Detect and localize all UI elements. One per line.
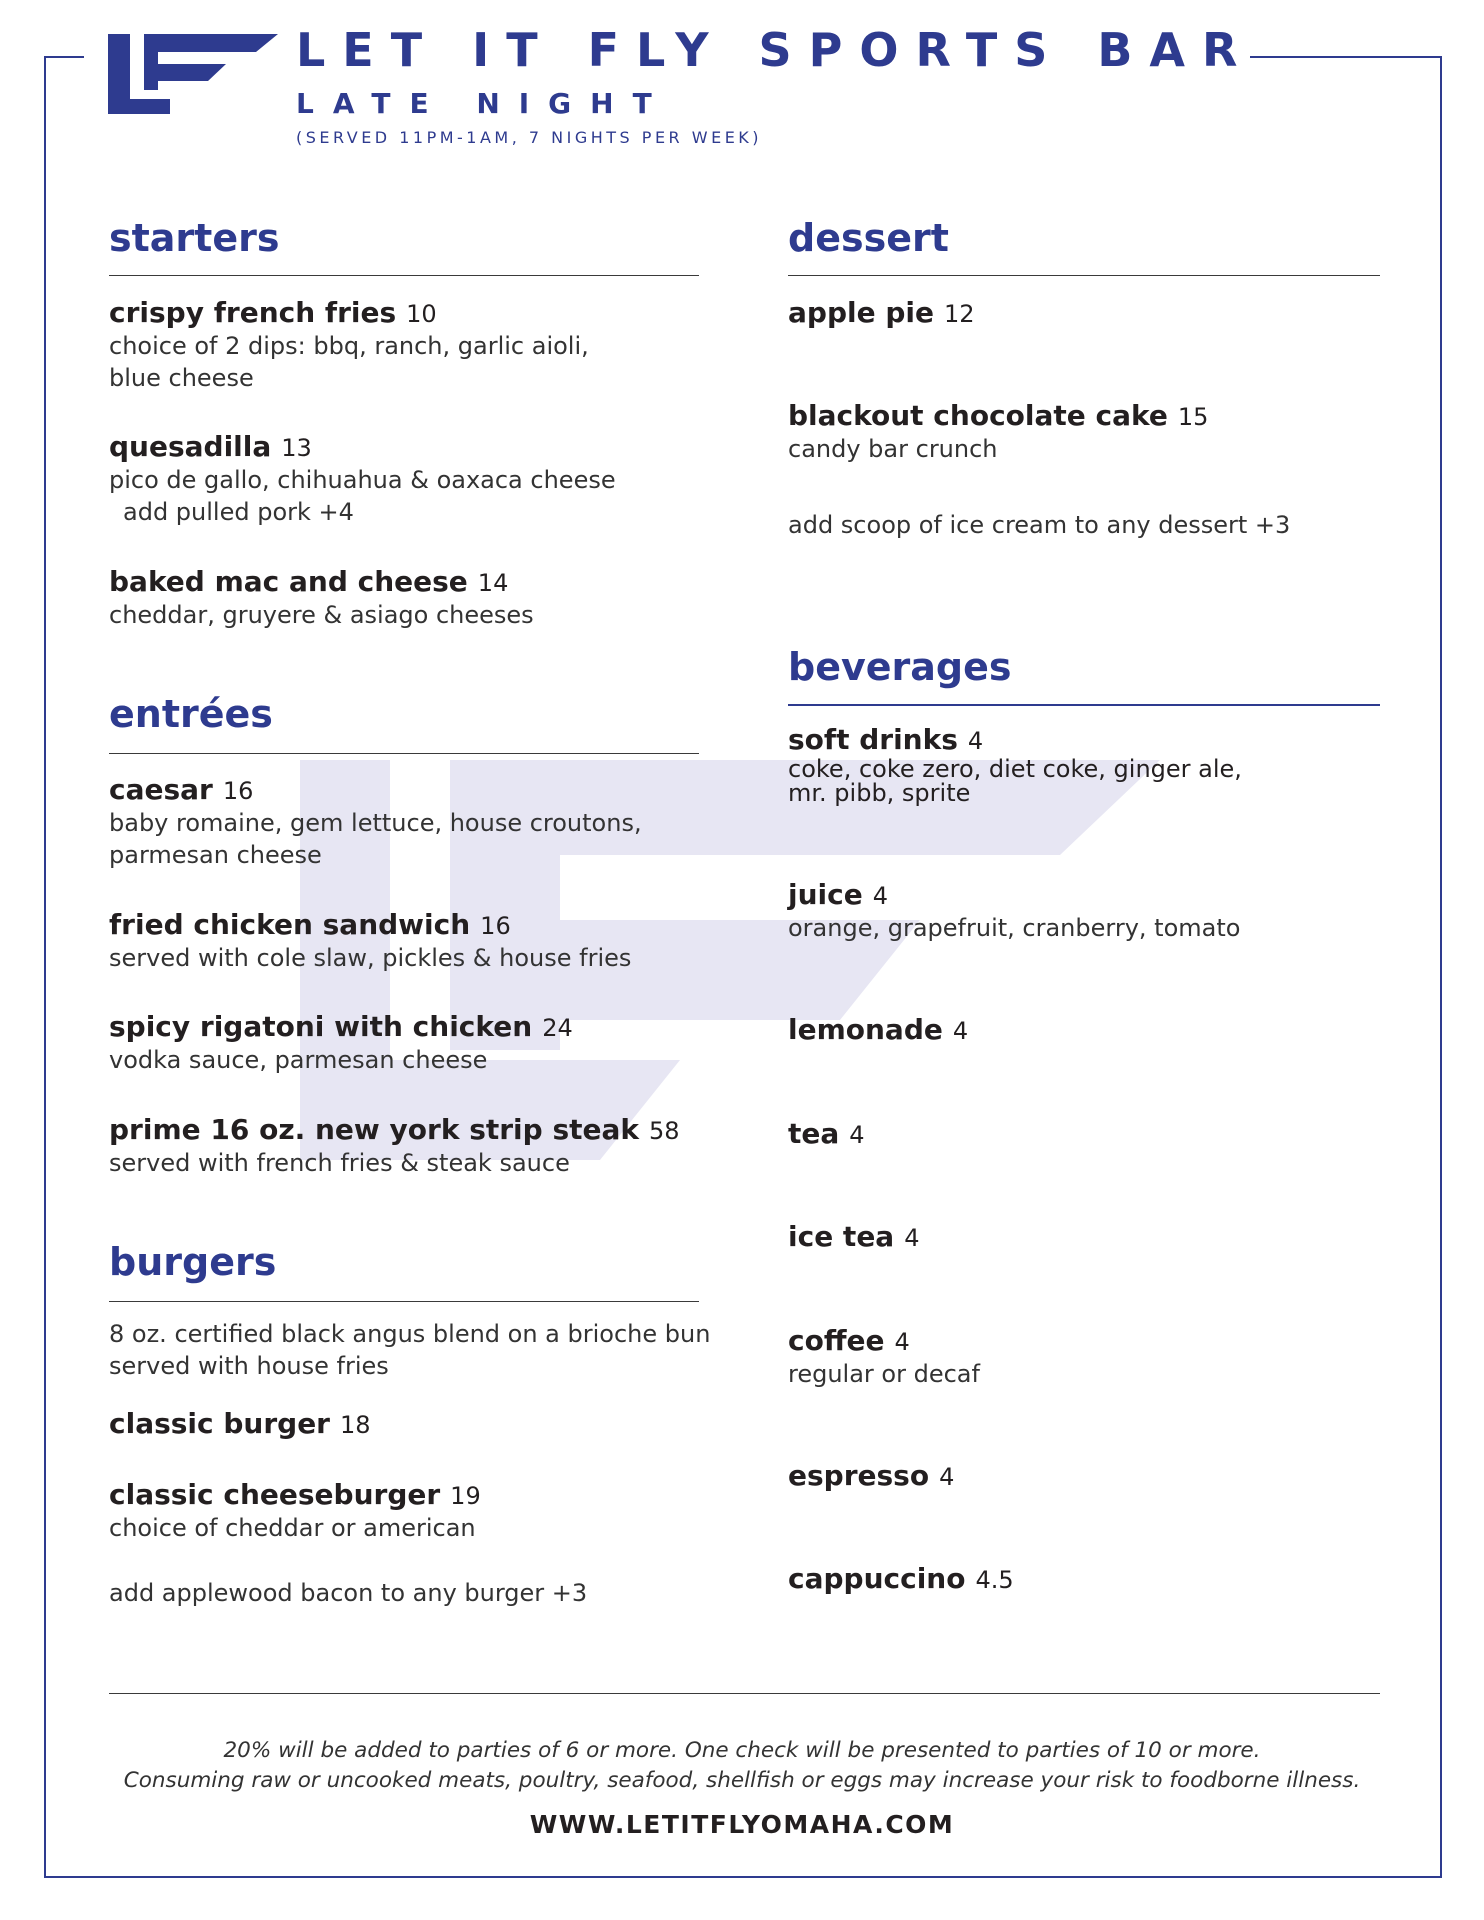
item-price: 4: [939, 1463, 955, 1491]
item-description: choice of 2 dips: bbq, ranch, garlic aioli,: [109, 332, 589, 360]
menu-item: [788, 723, 983, 757]
item-price: 58: [649, 1117, 680, 1145]
item-name: coffee: [788, 1324, 885, 1357]
menu-item: [788, 1220, 919, 1254]
item-price: 4: [952, 1017, 969, 1045]
menu-item: [788, 1459, 954, 1493]
item-price: 24: [542, 1014, 573, 1042]
item-description: orange, grapefruit, cranberry, tomato: [788, 914, 1241, 942]
menu-item: [788, 1013, 968, 1047]
beverages-divider: [788, 704, 1380, 706]
menu-item: [109, 1113, 680, 1147]
item-price: 16: [222, 777, 254, 805]
menu-item: [788, 399, 1208, 433]
item-name: classic burger: [109, 1407, 330, 1440]
burgers-title: burgers: [109, 1240, 277, 1284]
item-description: pico de gallo, chihuahua & oaxaca cheese: [109, 466, 616, 494]
entrees-divider: [109, 753, 699, 754]
menu-name: LATE NIGHT: [296, 87, 671, 120]
dessert-title: dessert: [788, 216, 949, 260]
item-description: served with cole slaw, pickles & house fries: [109, 944, 632, 972]
menu-item: [788, 1117, 865, 1151]
item-name: spicy rigatoni with chicken: [109, 1010, 533, 1043]
item-description: vodka sauce, parmesan cheese: [109, 1046, 488, 1074]
item-price: 4.5: [975, 1566, 1014, 1594]
menu-item: [109, 296, 437, 330]
item-price: 13: [281, 434, 312, 462]
item-name: soft drinks: [788, 723, 958, 756]
menu-item: [109, 908, 511, 942]
item-price: 10: [406, 300, 437, 328]
item-name: fried chicken sandwich: [109, 908, 471, 941]
item-name: quesadilla: [109, 430, 272, 463]
brand-name: LET IT FLY SPORTS BAR: [296, 23, 1255, 77]
burgers-note: add applewood bacon to any burger +3: [109, 1579, 588, 1607]
item-price: 4: [904, 1224, 920, 1252]
item-addon: add pulled pork +4: [123, 498, 354, 526]
item-description: baby romaine, gem lettuce, house croutons,: [109, 809, 642, 837]
lf-logo-icon: [108, 34, 278, 114]
menu-item: [109, 1478, 481, 1512]
item-price: 15: [1177, 403, 1209, 431]
item-name: classic cheeseburger: [109, 1478, 441, 1511]
item-name: lemonade: [788, 1013, 943, 1046]
beverages-title: beverages: [788, 645, 1012, 689]
menu-item: [788, 1324, 910, 1358]
menu-item: [109, 430, 312, 464]
item-name: ice tea: [788, 1220, 895, 1253]
item-name: crispy french fries: [109, 296, 397, 329]
starters-title: starters: [109, 216, 280, 260]
item-description: candy bar crunch: [788, 435, 998, 463]
dessert-note: add scoop of ice cream to any dessert +3: [788, 511, 1291, 539]
item-description: parmesan cheese: [109, 841, 322, 869]
item-price: 19: [450, 1482, 481, 1510]
item-description: served with french fries & steak sauce: [109, 1149, 570, 1177]
footer-divider: [109, 1693, 1380, 1694]
menu-item: [109, 1010, 573, 1044]
item-description: cheddar, gruyere & asiago cheeses: [109, 601, 534, 629]
menu-item: [788, 1562, 1014, 1596]
burgers-intro: served with house fries: [109, 1352, 389, 1380]
dessert-divider: [788, 275, 1380, 276]
menu-item: [109, 773, 253, 807]
website-link[interactable]: WWW.LETITFLYOMAHA.COM: [529, 1810, 955, 1839]
item-name: caesar: [109, 773, 213, 806]
menu-item: [109, 565, 508, 599]
entrees-title: entrées: [109, 692, 273, 736]
health-notice: Consuming raw or uncooked meats, poultry, seafood, shellfish or eggs may increase your risk to foodborne illness.: [123, 1768, 1361, 1793]
item-price: 12: [943, 300, 975, 328]
item-name: juice: [788, 878, 863, 911]
item-name: tea: [788, 1117, 840, 1150]
item-price: 4: [894, 1328, 910, 1356]
served-hours: (SERVED 11PM-1AM, 7 NIGHTS PER WEEK): [296, 128, 763, 147]
item-description: blue cheese: [109, 364, 254, 392]
item-description: mr. pibb, sprite: [788, 779, 971, 807]
item-price: 14: [477, 569, 509, 597]
item-price: 4: [849, 1121, 865, 1149]
item-name: apple pie: [788, 296, 934, 329]
menu-item: [109, 1407, 371, 1441]
menu-item: [788, 878, 888, 912]
burgers-intro: 8 oz. certified black angus blend on a brioche bun: [109, 1320, 711, 1348]
item-price: 16: [480, 912, 511, 940]
item-name: espresso: [788, 1459, 930, 1492]
item-name: cappuccino: [788, 1562, 966, 1595]
gratuity-notice: 20% will be added to parties of 6 or more. One check will be presented to parties of 10 or more.: [223, 1738, 1261, 1763]
item-name: prime 16 oz. new york strip steak: [109, 1113, 640, 1146]
item-description: choice of cheddar or american: [109, 1514, 476, 1542]
burgers-divider: [109, 1301, 699, 1302]
starters-divider: [109, 275, 699, 276]
menu-item: [788, 296, 975, 330]
item-description: regular or decaf: [788, 1360, 980, 1388]
item-price: 4: [872, 882, 888, 910]
item-price: 4: [967, 727, 984, 755]
item-name: blackout chocolate cake: [788, 399, 1168, 432]
item-name: baked mac and cheese: [109, 565, 468, 598]
item-description: coke, coke zero, diet coke, ginger ale,: [788, 755, 1242, 783]
item-price: 18: [340, 1411, 371, 1439]
